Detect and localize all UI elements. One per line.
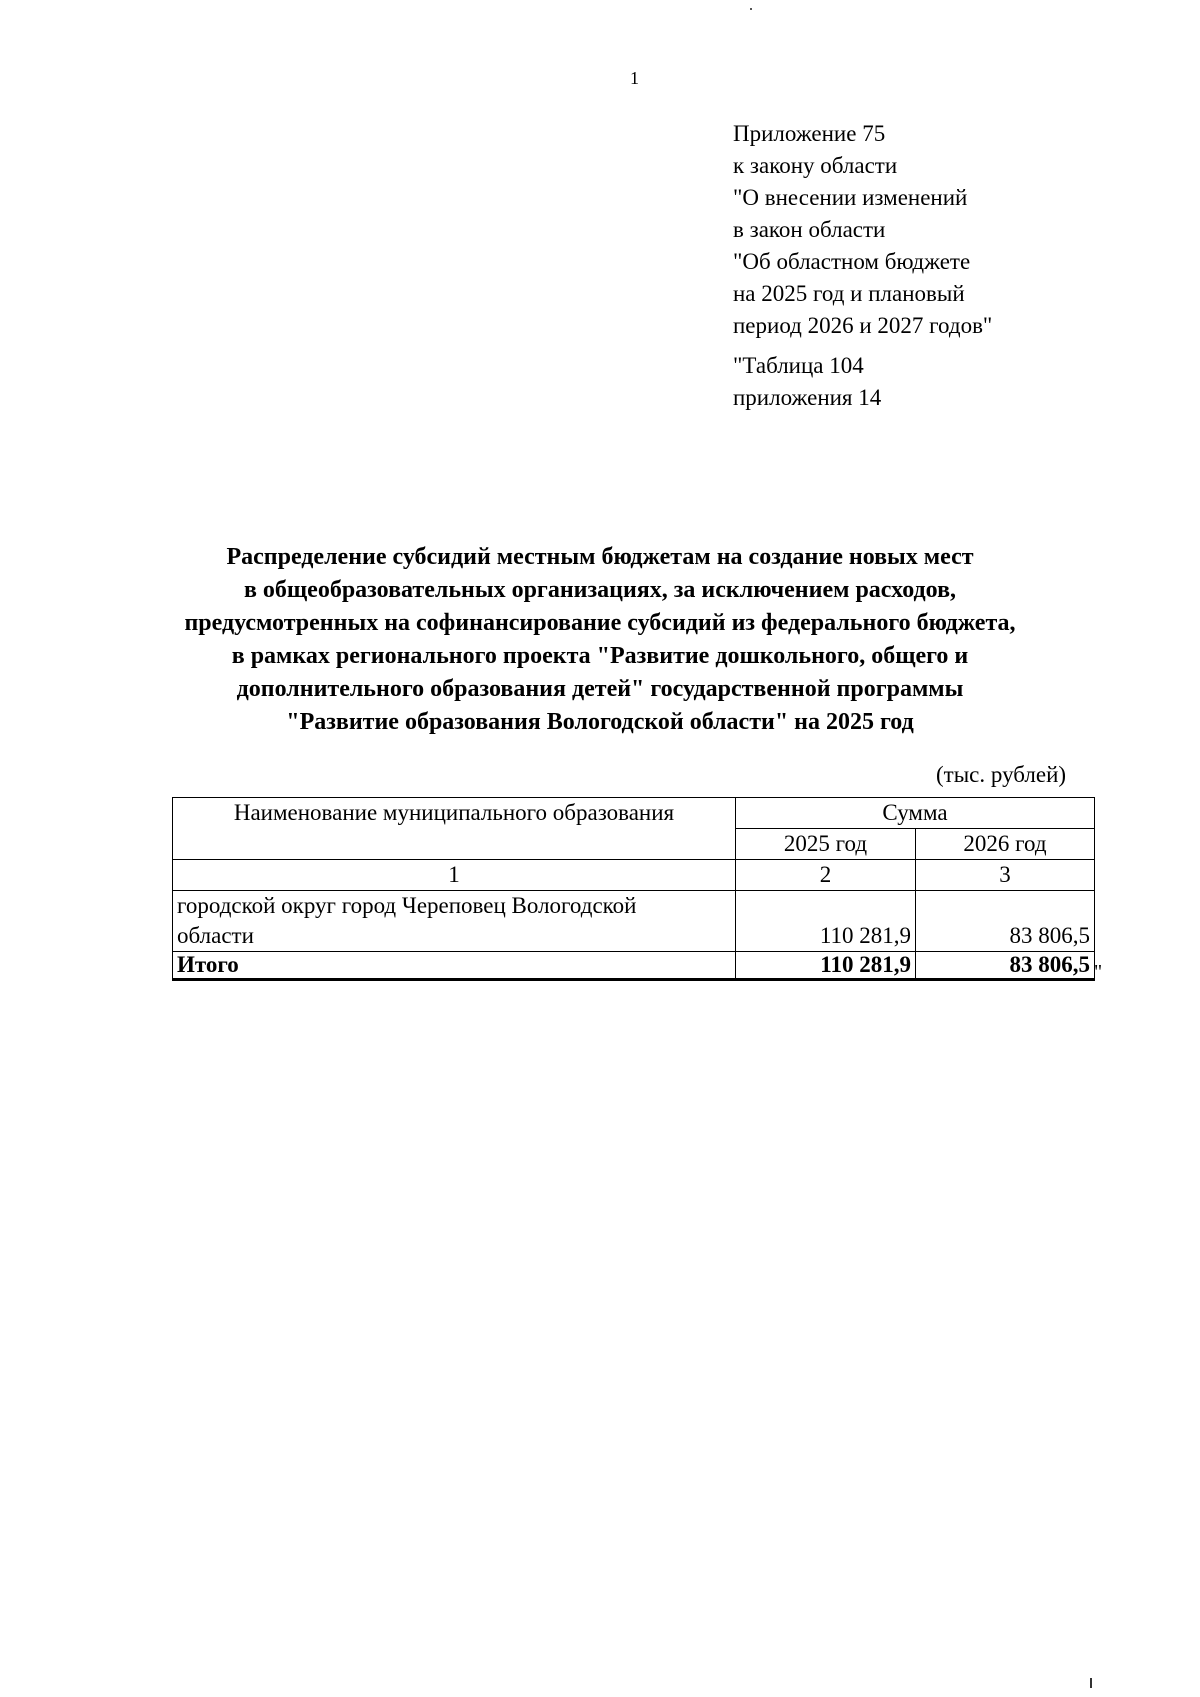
- appendix-line: период 2026 и 2027 годов": [733, 313, 993, 338]
- units-label: (тыс. рублей): [936, 762, 1067, 787]
- closing-quote: ": [1094, 961, 1103, 983]
- scan-speck: [750, 8, 752, 10]
- col-number: 1: [173, 860, 736, 891]
- document-title: [100, 541, 1100, 739]
- municipality-name-line: области: [177, 923, 254, 948]
- title-line: дополнительного образования детей" государственной программы: [236, 676, 964, 702]
- title-line: в рамках регионального проекта "Развитие дошкольного, общего и: [231, 643, 969, 669]
- appendix-header: [733, 118, 992, 414]
- total-label: Итого: [173, 952, 736, 980]
- total-row: [173, 952, 1095, 980]
- appendix-line: на 2025 год и плановый: [733, 281, 965, 306]
- value-2026: 83 806,5: [916, 891, 1095, 952]
- header-year-2025: 2025 год: [736, 829, 916, 860]
- table-reference-line: "Таблица 104: [733, 353, 864, 378]
- title-line: в общеобразовательных организациях, за исключением расходов,: [243, 577, 957, 603]
- appendix-line: к закону области: [733, 153, 898, 178]
- appendix-line: в закон области: [733, 217, 886, 242]
- col-number: 2: [736, 860, 916, 891]
- scan-speck: [1090, 1678, 1092, 1688]
- header-sum-col: Сумма: [736, 798, 1095, 829]
- municipality-name-line: городской округ город Череповец Вологодской: [177, 893, 637, 918]
- title-line: "Развитие образования Вологодской области" на 2025 год: [286, 709, 914, 735]
- title-line: Распределение субсидий местным бюджетам на создание новых мест: [226, 544, 974, 570]
- appendix-line: "Об областном бюджете: [733, 249, 971, 274]
- column-numbers-row: [173, 860, 1095, 891]
- subsidy-table: [172, 797, 1095, 981]
- header-row: [173, 798, 1095, 829]
- value-2025: 110 281,9: [736, 891, 916, 952]
- municipality-name: [173, 891, 736, 952]
- table-reference-line: приложения 14: [733, 385, 882, 410]
- total-2026: 83 806,5: [916, 952, 1095, 980]
- col-number: 3: [916, 860, 1095, 891]
- total-2025: 110 281,9: [736, 952, 916, 980]
- title-line: предусмотренных на софинансирование субсидий из федерального бюджета,: [184, 610, 1016, 636]
- header-name-col: Наименование муниципального образования: [173, 798, 736, 860]
- table-row: [173, 891, 1095, 952]
- appendix-line: Приложение 75: [733, 121, 886, 146]
- appendix-line: "О внесении изменений: [733, 185, 968, 210]
- header-year-2026: 2026 год: [916, 829, 1095, 860]
- page-number: 1: [630, 68, 639, 88]
